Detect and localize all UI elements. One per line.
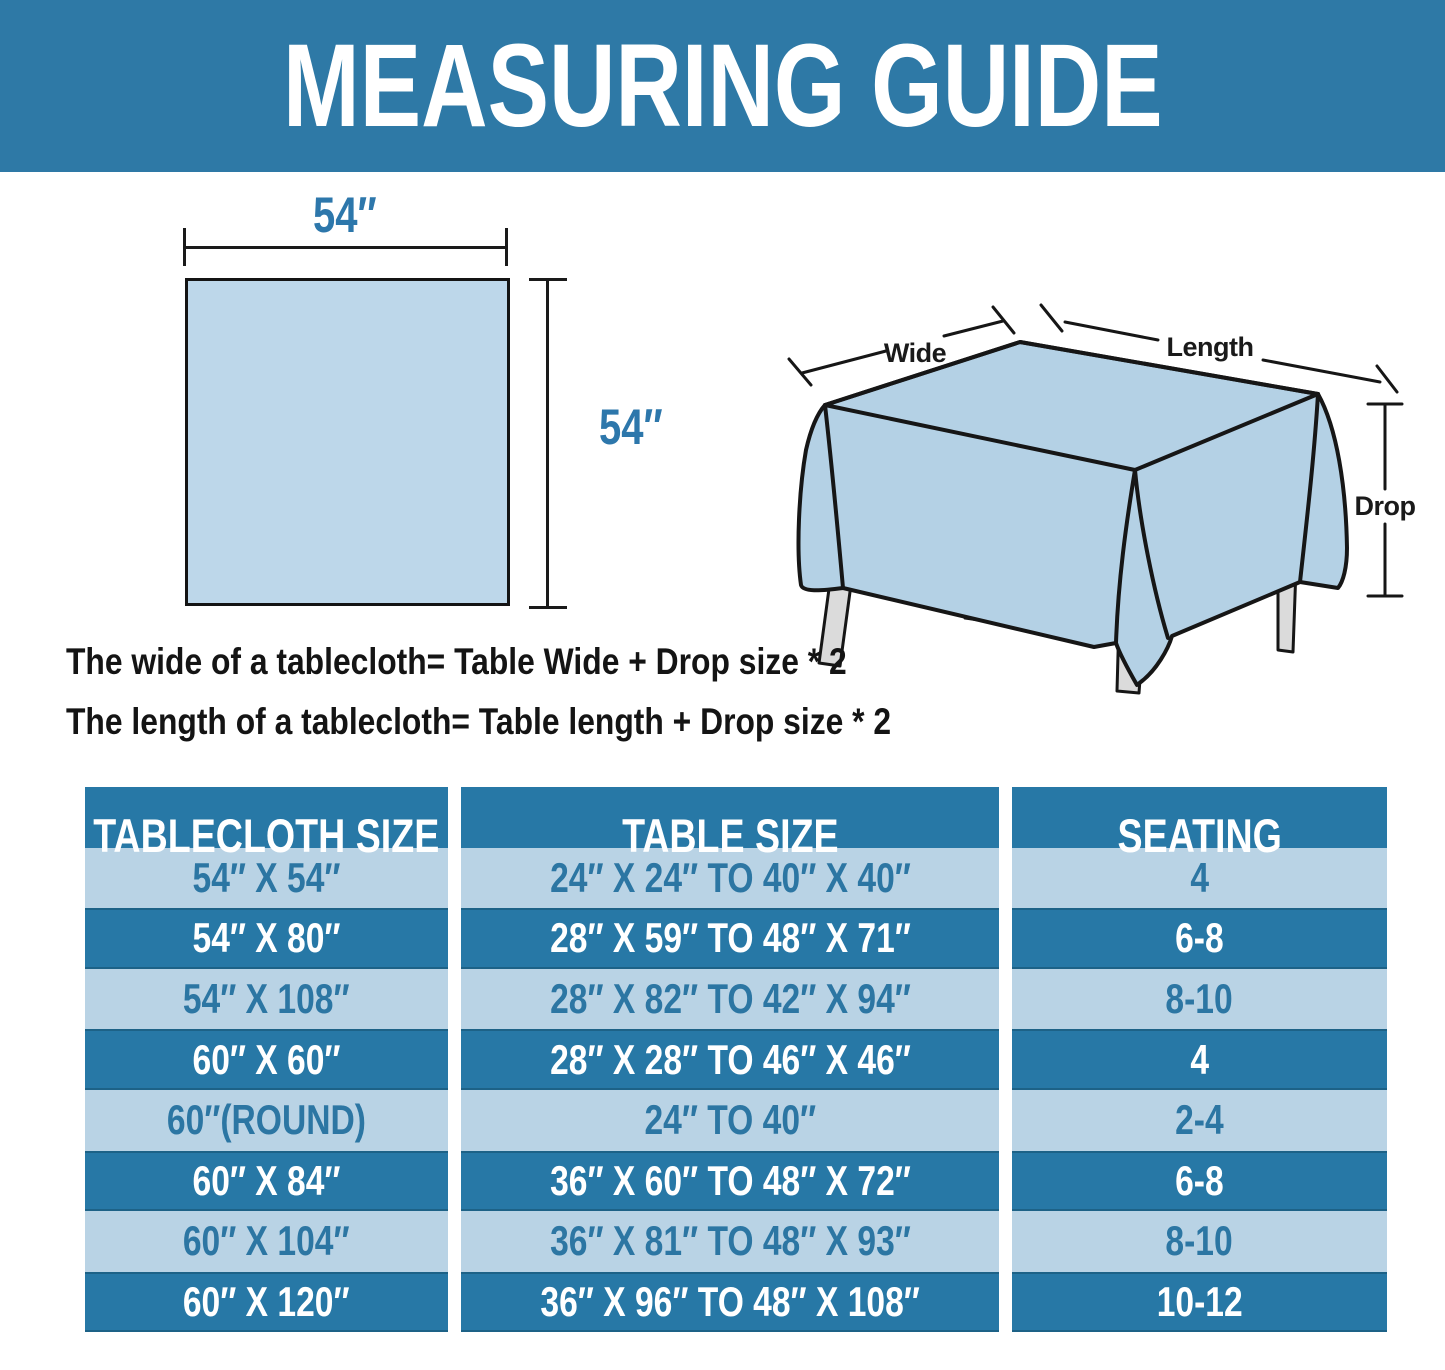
table-cell [1012, 908, 1387, 969]
length-label: Length [1166, 332, 1254, 362]
title-banner [0, 0, 1445, 172]
cell-text: 24″ TO 40″ [644, 1096, 816, 1144]
header-text: SEATING [1117, 809, 1282, 862]
tablecloth-drape [799, 342, 1347, 685]
cell-text: 4 [1190, 1035, 1209, 1083]
table-cell [1012, 1272, 1387, 1333]
tablecloth-square [185, 278, 510, 606]
table-cell [461, 969, 999, 1030]
wide-line-right [944, 321, 1003, 336]
table-cell [1012, 969, 1387, 1030]
length-line-left [1065, 322, 1158, 340]
table-cell [1012, 1029, 1387, 1090]
cell-text: 4 [1190, 853, 1209, 901]
cell-text: 28″ X 82″ TO 42″ X 94″ [549, 975, 911, 1023]
cell-text: 28″ X 59″ TO 48″ X 71″ [549, 914, 911, 962]
page-title: MEASURING GUIDE [282, 20, 1163, 152]
cell-text: 36″ X 96″ TO 48″ X 108″ [540, 1278, 920, 1326]
length-tick-right [1377, 366, 1397, 392]
cell-text: 36″ X 81″ TO 48″ X 93″ [549, 1217, 911, 1265]
top-dimension-tick-left [183, 228, 186, 266]
height-dimension-text: 54″ [599, 399, 663, 455]
wide-label: Wide [883, 338, 947, 368]
cell-text: 60″ X 60″ [192, 1035, 341, 1083]
table-illustration [740, 252, 1445, 697]
table-cell [85, 1272, 448, 1333]
table-cell [461, 1151, 999, 1212]
top-dimension-tick-right [505, 228, 508, 266]
length-formula-text: The length of a tablecloth= Table length + Drop size * 2 [66, 701, 892, 742]
wide-tick-right [993, 307, 1014, 333]
table-cell [461, 848, 999, 909]
table-cell [461, 1029, 999, 1090]
cell-text: 60″ X 120″ [183, 1278, 350, 1326]
width-dimension-label [265, 186, 425, 244]
table-cell [461, 1211, 999, 1272]
length-line-right [1263, 360, 1380, 382]
table-cell [85, 969, 448, 1030]
cell-text: 6-8 [1175, 1156, 1224, 1204]
table-cell [461, 1090, 999, 1151]
side-dimension-tick-top [529, 278, 567, 281]
table-cell [85, 1211, 448, 1272]
table-cell [85, 1151, 448, 1212]
table-cell [1012, 1090, 1387, 1151]
table-cell [85, 1029, 448, 1090]
length-formula [66, 701, 1025, 743]
wide-formula-text: The wide of a tablecloth= Table Wide + Drop size * 2 [66, 641, 847, 682]
length-tick-left [1041, 305, 1062, 331]
cell-text: 54″ X 108″ [183, 975, 350, 1023]
cell-text: 8-10 [1165, 1217, 1234, 1265]
table-cell [1012, 848, 1387, 909]
cell-text: 54″ X 80″ [192, 914, 341, 962]
cell-text: 54″ X 54″ [192, 853, 341, 901]
header-text: TABLE SIZE [621, 809, 839, 862]
cell-text: 24″ X 24″ TO 40″ X 40″ [549, 853, 911, 901]
wide-formula [66, 641, 974, 683]
cell-text: 2-4 [1175, 1096, 1224, 1144]
side-dimension-line [546, 278, 549, 609]
table-cell [1012, 1211, 1387, 1272]
width-dimension-text: 54″ [313, 187, 377, 243]
cell-text: 36″ X 60″ TO 48″ X 72″ [549, 1156, 911, 1204]
cell-text: 8-10 [1165, 975, 1234, 1023]
table-cell [1012, 1151, 1387, 1212]
cell-text: 60″(ROUND) [166, 1096, 367, 1144]
cell-text: 60″ X 104″ [183, 1217, 350, 1265]
cell-text: 6-8 [1175, 914, 1224, 962]
cell-text: 28″ X 28″ TO 46″ X 46″ [549, 1035, 911, 1083]
drop-label: Drop [1354, 491, 1416, 521]
table-cell [85, 908, 448, 969]
table-cell [461, 908, 999, 969]
size-table [85, 787, 1387, 1332]
table-cell [85, 1090, 448, 1151]
top-dimension-line [183, 246, 508, 249]
cell-text: 10-12 [1156, 1278, 1243, 1326]
table-cell [461, 1272, 999, 1333]
header-text: TABLECLOTH SIZE [93, 809, 440, 862]
side-dimension-tick-bottom [529, 606, 567, 609]
wide-line-left [802, 351, 886, 373]
cell-text: 60″ X 84″ [192, 1156, 341, 1204]
height-dimension-label [566, 398, 696, 456]
